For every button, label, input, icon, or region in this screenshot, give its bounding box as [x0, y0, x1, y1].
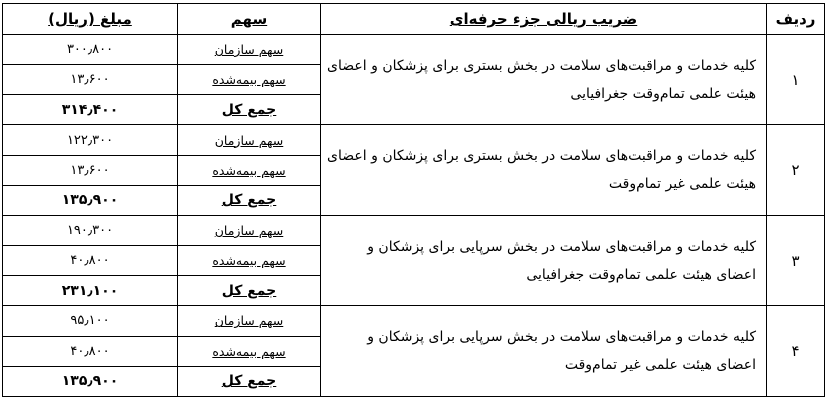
header-row-no: ردیف [767, 4, 825, 35]
total-amount: ۱۳۵٫۹۰۰ [3, 366, 178, 396]
share-org-label: سهم سازمان [178, 125, 321, 155]
table-row [3, 35, 825, 65]
row-description: کلیه خدمات و مراقبت‌های سلامت در بخش بستری برای پزشکان و اعضای هیئت علمی تمام‌وقت جغرافیایی [321, 35, 767, 125]
row-number: ۴ [767, 306, 825, 397]
total-label: جمع کل [178, 366, 321, 396]
share-insured-label: سهم بیمه‌شده [178, 246, 321, 276]
share-insured-label: سهم بیمه‌شده [178, 65, 321, 95]
row-number: ۱ [767, 35, 825, 125]
total-amount: ۳۱۴٫۴۰۰ [3, 95, 178, 125]
total-label: جمع کل [178, 185, 321, 215]
total-amount: ۲۳۱٫۱۰۰ [3, 276, 178, 306]
share-insured-label: سهم بیمه‌شده [178, 155, 321, 185]
tariff-table-container [2, 3, 824, 397]
share-insured-amount: ۴۰٫۸۰۰ [3, 336, 178, 366]
tariff-table [2, 3, 825, 397]
share-insured-amount: ۱۳٫۶۰۰ [3, 65, 178, 95]
table-row [3, 306, 825, 336]
share-org-label: سهم سازمان [178, 35, 321, 65]
header-description: ضریب ریالی جزء حرفه‌ای [321, 4, 767, 35]
row-description: کلیه خدمات و مراقبت‌های سلامت در بخش سرپایی برای پزشکان و اعضای هیئت علمی تمام‌وقت جغرافیایی [321, 215, 767, 305]
header-share: سهم [178, 4, 321, 35]
table-row [3, 125, 825, 155]
share-org-label: سهم سازمان [178, 306, 321, 336]
share-org-label: سهم سازمان [178, 215, 321, 245]
row-number: ۲ [767, 125, 825, 215]
row-description: کلیه خدمات و مراقبت‌های سلامت در بخش بستری برای پزشکان و اعضای هیئت علمی غیر تمام‌وقت [321, 125, 767, 215]
total-label: جمع کل [178, 276, 321, 306]
share-org-amount: ۱۹۰٫۳۰۰ [3, 215, 178, 245]
share-insured-amount: ۱۳٫۶۰۰ [3, 155, 178, 185]
total-amount: ۱۳۵٫۹۰۰ [3, 185, 178, 215]
share-insured-label: سهم بیمه‌شده [178, 336, 321, 366]
row-number: ۳ [767, 215, 825, 305]
share-org-amount: ۹۵٫۱۰۰ [3, 306, 178, 336]
row-description: کلیه خدمات و مراقبت‌های سلامت در بخش سرپایی برای پزشکان و اعضای هیئت علمی غیر تمام‌وقت [321, 306, 767, 397]
header-row [3, 4, 825, 35]
share-org-amount: ۳۰۰٫۸۰۰ [3, 35, 178, 65]
total-label: جمع کل [178, 95, 321, 125]
share-org-amount: ۱۲۲٫۳۰۰ [3, 125, 178, 155]
header-amount: مبلغ (ریال) [3, 4, 178, 35]
table-row [3, 215, 825, 245]
share-insured-amount: ۴۰٫۸۰۰ [3, 246, 178, 276]
